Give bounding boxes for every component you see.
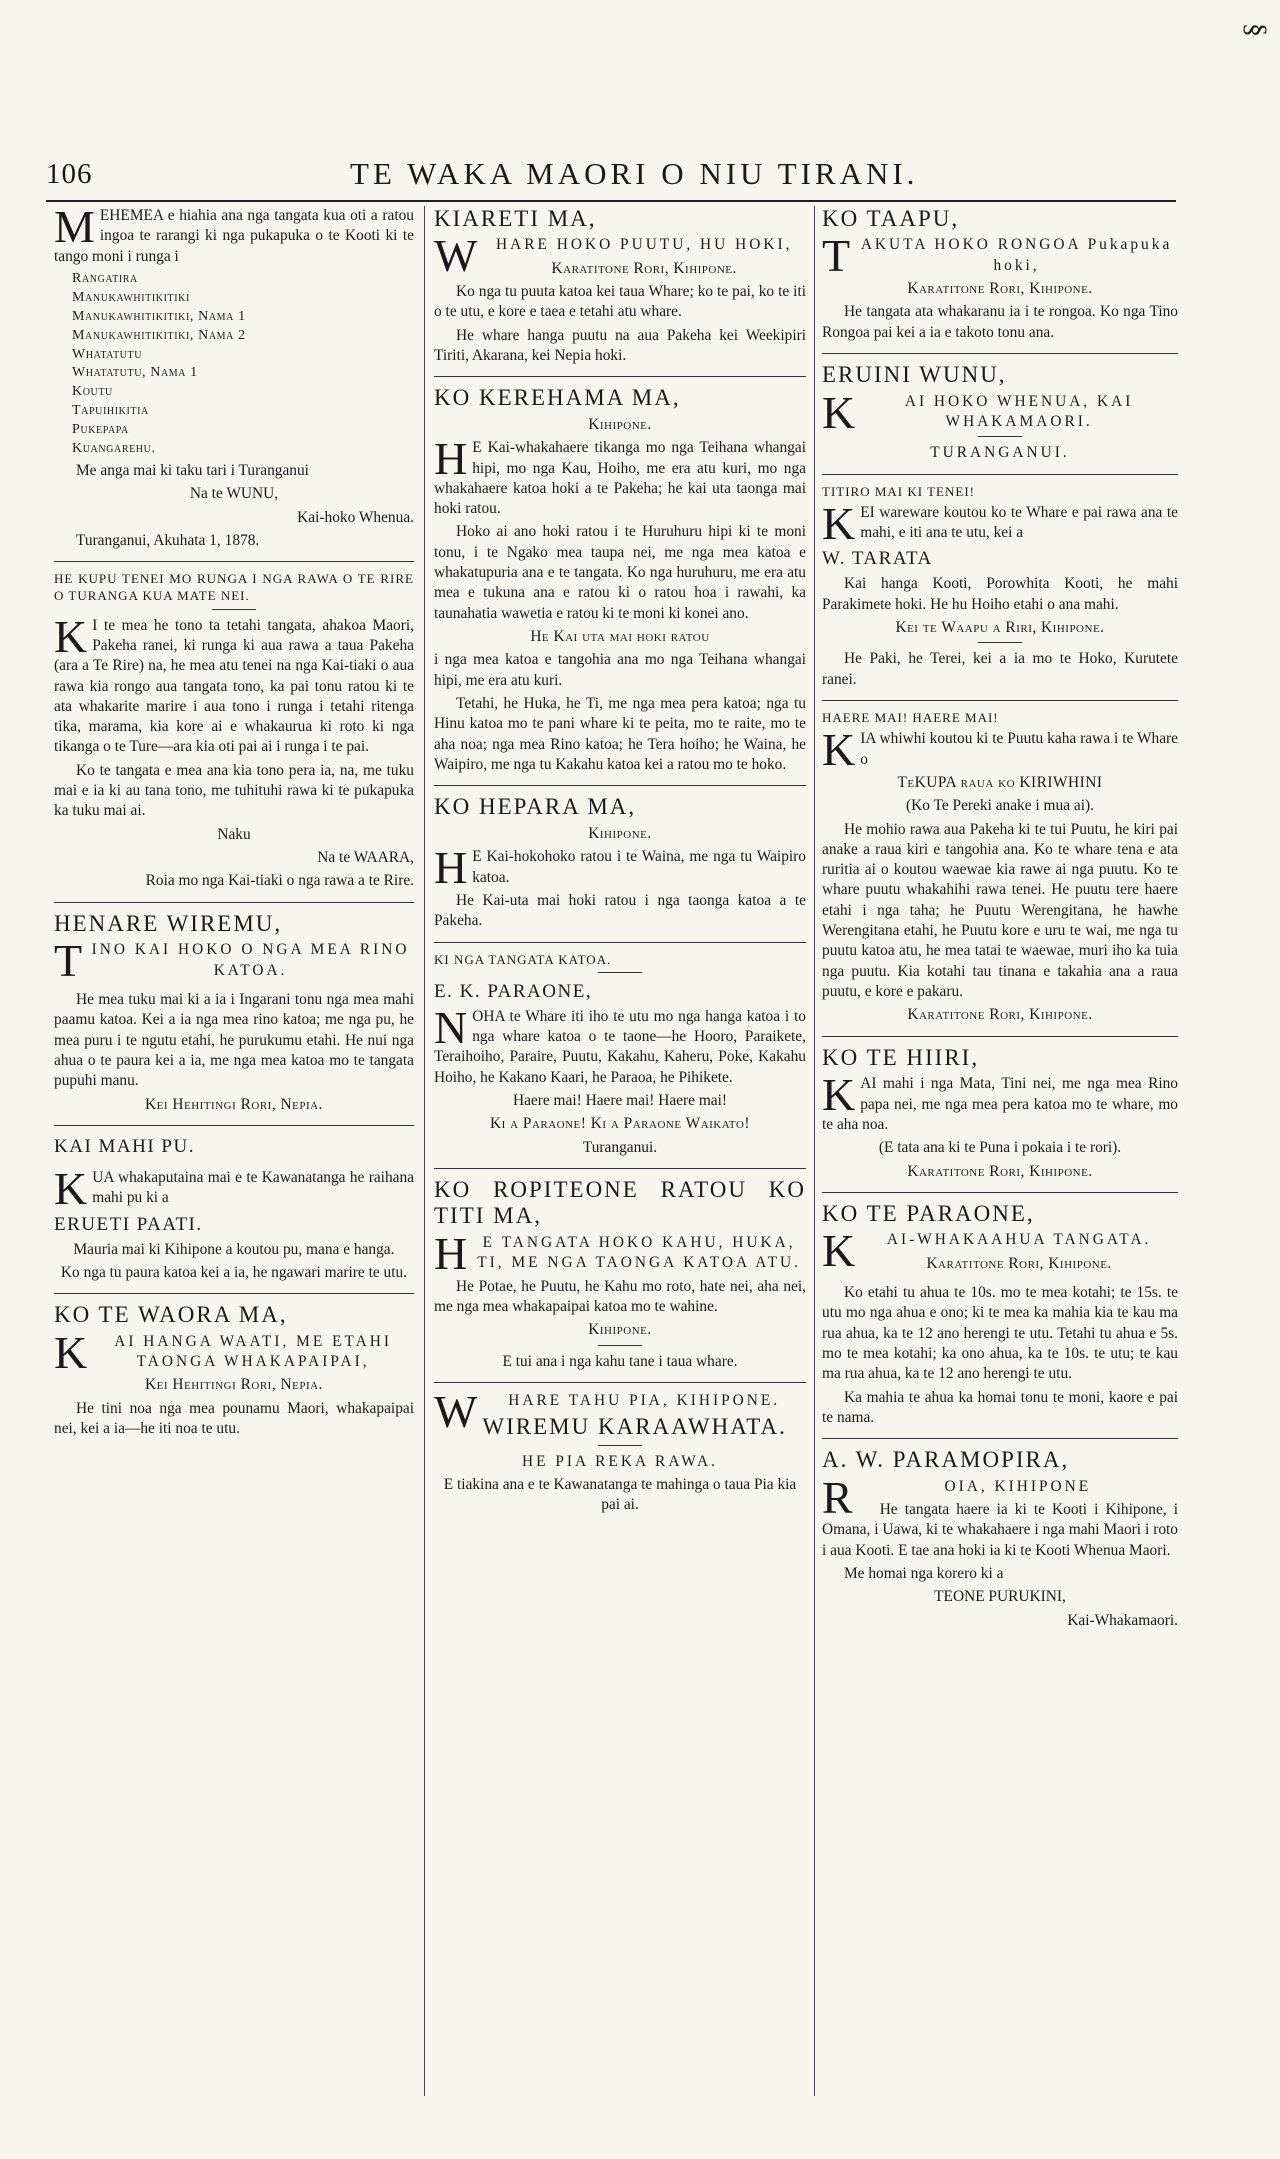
ad-tahupia (434, 1385, 806, 1516)
drop-cap: W (434, 1385, 478, 1437)
drop-cap: K (54, 1326, 88, 1378)
divider (822, 700, 1178, 701)
ad-cry: Ki a Paraone! Ki a Paraone Waikato! (489, 1115, 751, 1133)
drop-cap: K (54, 610, 88, 662)
short-rule (978, 436, 1022, 437)
drop-cap: H (434, 842, 468, 894)
ad-body: AI mahi i nga Mata, Tini nei, me nga mea Rino papa nei, me nga mea pera katoa mo te whare, mo te aha noa. (822, 1075, 1178, 1133)
ad-body: Tetahi, he Huka, he Ti, me nga mea pera katoa; nga tu Hinu katoa mo te pani whare ki te peita, mo te raite, mo te aha noa; nga mea Rino katoa; he Tera hoiho; he Waina, he Waipiro, me nga tu Kakahu katoa kei a ratou mo te hoko. (434, 695, 806, 774)
column-divider (814, 206, 815, 2096)
ad-subheading: E TANGATA HOKO KAHU, HUKA, TI, ME NGA TAONGA KATOA ATU. (477, 1233, 801, 1272)
ad-heading: KO TE WAORA MA, (54, 1302, 288, 1328)
ad-line: Ko nga tu paura katoa kei a ia, he ngawari marire te utu. (60, 1263, 408, 1281)
ad-eruini (822, 362, 1178, 463)
ad-name: TeKUPA raua ko KIRIWHINI (897, 773, 1103, 791)
list-item: Whatatutu, Nama 1 (72, 365, 198, 381)
short-rule (978, 642, 1022, 643)
column-2 (434, 206, 806, 2096)
ad-teparaone (822, 1201, 1178, 1428)
ad-body: Ko nga tu puuta katoa kei taua Whare; ko te pai, ko te iti o te utu, e kore e taea e tetahi atu whare. (434, 283, 806, 321)
ad-name: E. K. PARAONE, (434, 980, 593, 1002)
ad-body: He whare hanga puutu na aua Pakeha kei Weekipiri Tiriti, Akarana, kei Nepia hoki. (434, 326, 806, 365)
ad-name: WIREMU KARAAWHATA. (482, 1414, 787, 1440)
ad-henare (54, 911, 414, 1115)
ad-line: Mauria mai ki Kihipone a koutou pu, mana e hanga. (73, 1240, 395, 1258)
notice-closing: Me anga mai ki taku tari i Turanganui (76, 461, 309, 479)
ad-heading: KO TE HIIRI, (822, 1044, 980, 1070)
notice-mehemea (54, 206, 414, 551)
column-divider (424, 206, 425, 2096)
block-list (72, 270, 414, 459)
drop-cap: K (822, 386, 856, 438)
divider (822, 1192, 1178, 1193)
ad-heading: KI NGA TANGATA KATOA. (434, 951, 612, 967)
signature-role: Kai-Whakamaori. (1067, 1611, 1178, 1629)
signature-role: Kai-hoko Whenua. (297, 508, 414, 526)
drop-cap: K (822, 724, 856, 776)
ad-subheading: INO KAI HOKO O NGA MEA RINO KATOA. (91, 941, 410, 979)
ad-body: Ka mahia te ahua ka homai tonu te moni, kaore e pai te nama. (822, 1388, 1178, 1426)
drop-cap: T (822, 230, 851, 282)
signature-role: Roia mo nga Kai-tiaki o nga rawa a te Rire. (145, 872, 414, 890)
list-item: Rangatira (72, 270, 138, 286)
ad-line: Me homai nga korero ki a (844, 1565, 1004, 1582)
ad-heading: KO TE PARAONE, (822, 1200, 1035, 1226)
drop-cap: K (822, 497, 856, 549)
ad-paramopira (822, 1447, 1178, 1631)
ad-address: Karatitone Rori, Kihipone. (926, 1254, 1112, 1272)
ad-body: He Kai-uta mai hoki ratou i nga taonga katoa a te Pakeha. (434, 891, 806, 930)
ad-town: Turanganui. (582, 1138, 658, 1156)
list-item: Manukawhitikitiki, Nama 1 (72, 308, 246, 324)
ad-heading: HAERE MAI! HAERE MAI! (822, 710, 999, 726)
page-number: 106 (46, 157, 93, 190)
short-rule (598, 972, 642, 973)
drop-cap: N (434, 1001, 468, 1053)
header-rule (46, 200, 1176, 202)
ad-kerehama (434, 385, 806, 775)
ad-name: TEONE PURUKINI, (934, 1588, 1066, 1606)
ad-body: He tangata haere ia ki te Kooti i Kihipone, i Omana, i Uawa, ki te whakahaere i nga mahi Maori i roto i aua Kooti. E tae ana hoki ia ki te Kooti Whenua Maori. (822, 1501, 1178, 1559)
divider (822, 1438, 1178, 1439)
ad-town: TURANGANUI. (930, 444, 1070, 462)
ad-heading: ERUINI WUNU, (822, 362, 1007, 388)
ad-cry: Haere mai! Haere mai! Haere mai! (512, 1092, 728, 1110)
ad-heading: TITIRO MAI KI TENEI! (822, 483, 975, 499)
ad-address: Kei Hehitingi Rori, Nepia. (145, 1095, 323, 1113)
list-item: Koutu (72, 384, 113, 400)
ad-body: He tini noa nga mea pounamu Maori, whakapaipai nei, kei a ia—he iti noa te utu. (54, 1399, 414, 1438)
ad-subheading: OIA, KIHIPONE (944, 1477, 1092, 1495)
ad-body: Kai hanga Kooti, Porowhita Kooti, he mahi Parakimete hoki. He hu Hoiho etahi o ana mahi. (822, 575, 1178, 613)
ad-paraone (434, 951, 806, 1159)
ad-body: E tiakina ana e te Kawanatanga te mahinga o taua Pia kia pai ai. (443, 1475, 797, 1514)
ad-body: Hoko ai ano hoki ratou i te Huruhuru hipi ki te moni tonu, i te Ngako mea taupa nei, me nga mea katoa e whakatupuria ana e te tangata. Ko nga huruhuru, me era atu mea e tukuna ana e ratou ki o ratou hoa i rawahi, ka taunahatia wawetia e ratou ki te moni ki konei ano. (434, 523, 806, 622)
corner-mark: § (1240, 23, 1271, 37)
ad-address: Karatitone Rori, Kihipone. (907, 1006, 1093, 1024)
ad-body: He Paki, he Terei, kei a ia mo te Hoko, Kurutete ranei. (822, 650, 1178, 688)
ad-place: Kihipone. (588, 824, 652, 842)
ad-subheading: AI HANGA WAATI, ME ETAHI TAONGA WHAKAPAIPAI, (114, 1332, 393, 1371)
list-item: Manukawhitikitiki (72, 289, 190, 305)
drop-cap: T (54, 935, 83, 987)
column-3 (822, 206, 1178, 2096)
drop-cap: W (434, 230, 478, 282)
ad-hiiri (822, 1045, 1178, 1182)
ad-ropiteone (434, 1177, 806, 1372)
list-item: Whatatutu (72, 346, 143, 362)
section-heading: HE KUPU TENEI MO RUNGA I NGA RAWA O TE RIRE O TURANGA KUA MATE NEI. (54, 571, 414, 604)
ad-place: Kihipone. (588, 415, 652, 433)
divider (434, 942, 806, 943)
divider (54, 902, 414, 903)
short-rule (212, 609, 256, 610)
divider (54, 1125, 414, 1126)
ad-subheading: AKUTA HOKO RONGOA Pukapuka hoki, (860, 236, 1173, 274)
ad-body: EI wareware koutou ko te Whare e pai rawa ana te mahi, e iti ana te utu, kei a (860, 503, 1178, 541)
ad-heading: A. W. PARAMOPIRA, (822, 1447, 1070, 1473)
list-item: Kuangarehu. (72, 441, 156, 456)
ad-subheading: He Kai uta mai hoki ratou (530, 628, 710, 646)
ad-note: (Ko Te Pereki anake i mua ai). (906, 797, 1094, 815)
signoff: Naku (217, 825, 251, 843)
drop-cap: R (822, 1471, 853, 1523)
divider (434, 1168, 806, 1169)
ad-body: OHA te Whare iti iho te utu mo nga hanga katoa i to nga whare katoa o te taone—he Hooro, Paraikete, Teraihoiho, Paraire, Puutu, Kakahu, Kaheru, Poke, Kakahu Hoiho, he Kakano Kaari, he Paraoa, he Pihikete. (434, 1007, 806, 1086)
list-item: Manukawhitikitiki, Nama 2 (72, 327, 246, 343)
drop-cap: K (822, 1069, 856, 1121)
short-rule (598, 1345, 642, 1346)
notice-kupu (54, 570, 414, 892)
ad-kiriwhini (822, 709, 1178, 1026)
ad-name: ERUETI PAATI. (54, 1213, 203, 1235)
ad-heading: KO HEPARA MA, (434, 794, 637, 820)
ad-address: Kei te Waapu a Riri, Kihipone. (895, 619, 1105, 637)
drop-cap: K (54, 1162, 88, 1214)
divider (54, 1293, 414, 1294)
short-rule (598, 1445, 642, 1446)
ad-waora (54, 1302, 414, 1439)
drop-cap: K (822, 1225, 856, 1277)
signature: Na te WUNU, (189, 485, 279, 503)
paragraph: Ko te tangata e mea ana kia tono pera ia, na, me tuku mai e ia ki au tana tono, me tuhituhi rawa ki te pukapuka ka tuku mai ai. (54, 761, 414, 820)
ad-subheading: HE PIA REKA RAWA. (522, 1452, 718, 1470)
ad-heading: KO TAAPU, (822, 206, 960, 231)
column-1 (54, 206, 414, 2096)
ad-body: Ko etahi tu ahua te 10s. mo te mea kotahi; te 15s. te utu mo nga ahua e ono; ki te mea ka mahia kia te kau ma rua ahua, ka te 12 ano herengi te utu. Tetahi tu ahua e 5s. mo te mea kotahi; ka ono ahua, ka te 10s. te utu; te kau ma rua ahua, ka te 12 ano herengi te utu. (822, 1283, 1178, 1383)
ad-body: He Potae, he Puutu, he Kahu mo roto, hate nei, aha nei, me nga mea whakapaipai katoa mo te wahine. (434, 1277, 806, 1315)
signature: Na te WAARA, (317, 849, 414, 867)
ad-heading: KO ROPITEONE RATOU KO TITI MA, (434, 1177, 806, 1229)
divider (434, 1382, 806, 1383)
ad-address: Karatitone Rori, Kihipone. (907, 1162, 1093, 1180)
ad-body: i nga mea katoa e tangohia ana mo nga Teihana whangai hipi, me era atu kuri. (434, 651, 806, 689)
ad-hepara (434, 794, 806, 931)
ad-place: Kihipone. (588, 1321, 652, 1339)
dateline: Turanganui, Akuhata 1, 1878. (76, 531, 260, 549)
paragraph: I te mea he tono ta tetahi tangata, ahakoa Maori, Pakeha ranei, ki runga ki aua rawa a taua Pakeha (ara a Te Rire) na, he mea atu tenei na nga Kai-tiaki o aua rawa kia rongo aua tangata tono, ka pai tonu ratou ki te ata whakarite marire i aua tono i runga i tetahi ritenga tika, marama, kia kore ai e whakaurua ki roto ki nga tikanga o te Ture—ara kia oti pai ai i runga i te pai. (54, 616, 414, 756)
ad-subheading: AI HOKO WHENUA, KAI WHAKAMAORI. (904, 392, 1134, 430)
ad-body: E Kai-whakahaere tikanga mo nga Teihana whangai hipi, mo nga Kau, Hoiho, me era atu kuri, mo nga whakahaere katoa hoki a te Pakeha; he kai uta taonga mai hoki ratou. (434, 439, 806, 518)
ad-body: UA whakaputaina mai e te Kawanatanga he raihana mahi pu ki a (92, 1168, 414, 1207)
divider (434, 376, 806, 377)
masthead-title: TE WAKA MAORI O NIU TIRANI. (350, 156, 919, 191)
ad-body: He mohio rawa aua Pakeha ki te tui Puutu, he kiri pai anake a raua kiri e tangohia ana. Ko te whare tena e ata ruritia ai o koutou waewae kia rawe ai nga puutu. Ko te whare puutu whakahihi rawa tenei. He puutu tere haere etahi i nga taha; he Puutu Werengitana, he hawhe Werengitana etahi, he Puutu kore e uru te wai, me nga tu puutu katoa atu, he mea tatai te waewae, muri iho ka tuia nga puutu. Kia kotahi tau tinana e takahia ana a raua puutu, e kore e pakaru. (822, 820, 1178, 1001)
ad-taapu (822, 206, 1178, 343)
notice-text: EHEMEA e hiahia ana nga tangata kua oti a ratou ingoa te rarangi ki nga pukapuka o te Kooti ki te tango moni i runga i (54, 207, 414, 265)
ad-body: IA whiwhi koutou ki te Puutu kaha rawa i te Whare o (860, 730, 1178, 768)
ad-heading: KIARETI MA, (434, 206, 597, 231)
list-item: Pukepapa (72, 422, 129, 438)
divider (822, 1036, 1178, 1037)
ad-heading: KAI MAHI PU. (54, 1135, 195, 1157)
page-header (46, 152, 1176, 196)
ad-address: Kei Hehitingi Rori, Nepia. (145, 1376, 323, 1394)
ad-note: (E tata ana ki te Puna i pokaia i te rori). (878, 1139, 1122, 1157)
ad-subheading: HARE HOKO PUUTU, HU HOKI, (495, 236, 793, 254)
divider (822, 474, 1178, 475)
drop-cap: H (434, 1227, 468, 1279)
ad-tarata (822, 483, 1178, 691)
ad-body: He mea tuku mai ki a ia i Ingarani tonu nga mea mahi paamu katoa. Kei a ia nga mea rino katoa; me nga pu, he mea puru i te ngutu etahi, he purukumu etahi. He nui nga ahua o te paura kei a ia, me nga mea katoa mo te tangata pupuhi manu. (54, 990, 414, 1090)
ad-heading: KO KEREHAMA MA, (434, 385, 681, 411)
ad-line: E tui ana i nga kahu tane i taua whare. (502, 1352, 738, 1370)
ad-heading: HENARE WIREMU, (54, 910, 283, 936)
ad-subheading: AI-WHAKAAHUA TANGATA. (886, 1231, 1152, 1249)
ad-heading: HARE TAHU PIA, KIHIPONE. (508, 1391, 781, 1409)
drop-cap: H (434, 433, 468, 485)
divider (822, 353, 1178, 354)
divider (434, 785, 806, 786)
ad-address: Karatitone Rori, Kihipone. (907, 280, 1093, 298)
ad-kiareti (434, 206, 806, 366)
ad-name: W. TARATA (822, 548, 933, 570)
ad-body: E Kai-hokohoko ratou i te Waina, me nga tu Waipiro katoa. (472, 848, 806, 886)
ad-address: Karatitone Rori, Kihipone. (551, 259, 737, 277)
list-item: Tapuihikitia (72, 403, 149, 419)
ad-body: He tangata ata whakaranu ia i te rongoa. Ko nga Tino Rongoa pai kei a ia e takoto tonu ana. (822, 303, 1178, 341)
divider (54, 561, 414, 562)
ad-kaimahi (54, 1134, 414, 1283)
drop-cap: M (54, 206, 95, 252)
